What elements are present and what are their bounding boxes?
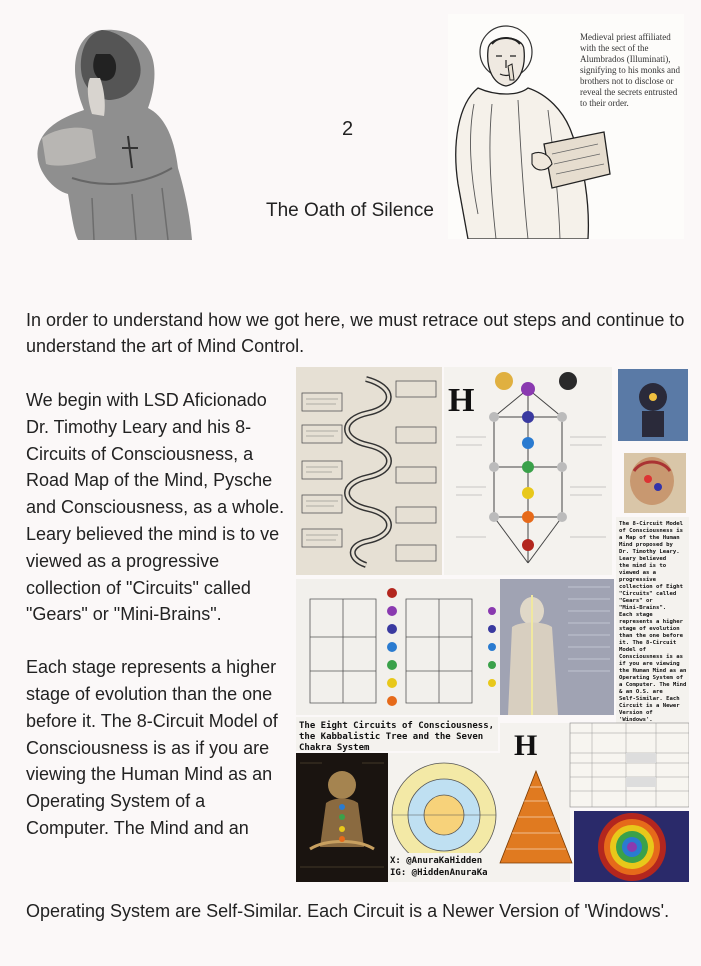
circuit-table (570, 723, 689, 807)
page-title: The Oath of Silence (266, 200, 434, 221)
svg-text:The 8-Circuit Model of C: The 8-Circuit Model of Consciousness is a Map of the Human Mind proposed by Dr. Timothy Leary. Leary believed the mind is to viewed as a progressive collection of Eight "Circuits" called "Gears" or "Mini-Brains". Each stage represents a higher stage of evolution than the one before it. The 8-Circuit Model of Consciousness is as if you are viewing the Human Mind as an Operating System of a Computer. The Mind & an O.S. are Self-Similar. Each Circuit is a Newer Version of 'Windows'. (619, 521, 687, 723)
circuit-pyramid (500, 723, 572, 882)
psychedelic-mandala (574, 811, 689, 882)
paragraph-tail: Operating System are Self-Similar. Each Circuit is a Newer Version of 'Windows'. (26, 901, 670, 921)
paragraph-stages: Each stage represents a higher stage of evolution than the one before it. The 8-Circuit Model of Consciousness is as if you are viewing the Human Mind as an Operating System of a Computer. The Mind and an (26, 657, 278, 838)
dark-meditation-image (296, 753, 388, 882)
left-column-text (26, 387, 290, 868)
paragraph-leary: We begin with LSD Aficionado Dr. Timothy Leary and his 8-Circuits of Consciousness, a Road Map of the Mind, Pysche and Consciousness, as a whole. Leary believed the mind is to ve viewed as a progressive collection of "Circuits" called "Gears" or "Mini-Brains". (26, 390, 285, 625)
twin-tree-diagrams (296, 579, 500, 715)
intro-paragraph: In order to understand how we got here, we must retrace out steps and continue to understand the art of Mind Control. (26, 310, 685, 356)
collage-caption (296, 717, 500, 753)
page-number: 2 (342, 118, 354, 140)
hooded-monk-illustration (32, 18, 197, 240)
eight-circuits-collage (296, 367, 689, 882)
head-illustrations (618, 369, 688, 513)
meditating-figure-image (500, 579, 614, 715)
collage-credits (388, 853, 500, 879)
priest-caption: Medieval priest affiliated with the sect of the Alumbrados (Illuminati), signifying to his monks and brothers not to disclose or reveal the secrets entrusted to their order. (580, 32, 681, 108)
tree-of-life-diagram (444, 367, 612, 575)
credit-x: X: @AnuraKaHidden (390, 856, 483, 866)
logo-letter-top: H (448, 382, 475, 419)
credit-ig: IG: @HiddenAnuraKa (390, 868, 488, 878)
svg-text:The Eight Circuits of Consciou: The Eight Circuits of Consciousness, the Kabbalistic Tree and the Seven Chakra System (299, 721, 495, 753)
spiral-ladder-chart (296, 367, 442, 575)
logo-letter-bottom: H (514, 729, 538, 762)
collage-side-note (616, 517, 689, 749)
